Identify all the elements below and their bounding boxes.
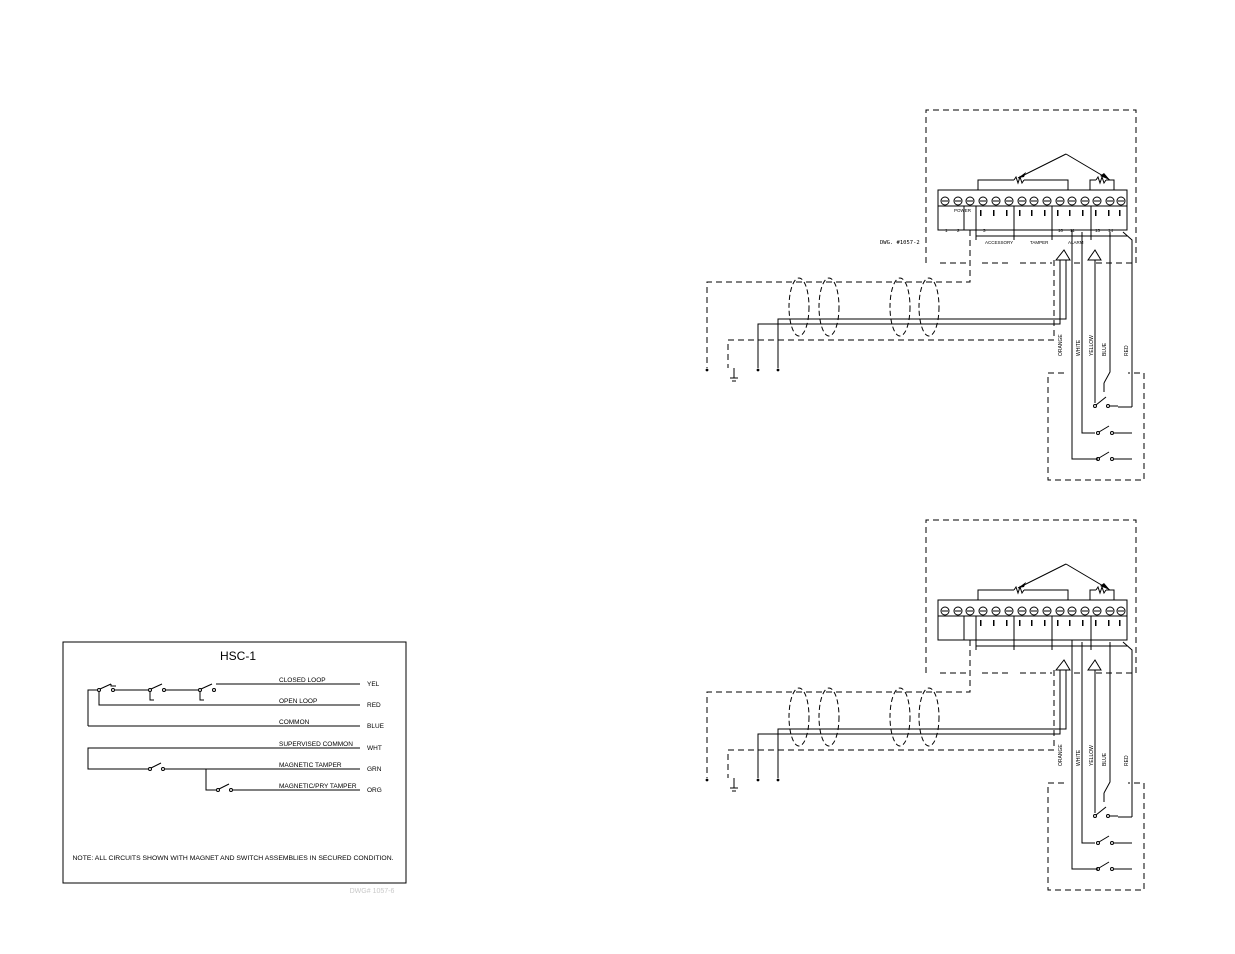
hsc1-legend-box — [63, 642, 406, 895]
wire-label-yellow: YELLOW — [1089, 745, 1095, 766]
wire-label-red: RED — [1124, 345, 1130, 356]
legend-note: NOTE: ALL CIRCUITS SHOWN WITH MAGNET AND SWITCH ASSEMBLIES IN SECURED CONDITION. — [72, 855, 394, 862]
circuit-label-magnetic-pry-tamper: MAGNETIC/PRY TAMPER — [279, 783, 357, 790]
terminal-number-13: 13 — [1095, 228, 1101, 233]
terminal-number-1: 1 — [945, 228, 948, 233]
terminal-number-11: 11 — [1070, 228, 1075, 233]
wiring-diagram-top — [706, 110, 1144, 480]
circuit-label-closed-loop: CLOSED LOOP — [279, 677, 326, 684]
drawing-number: DWG# 1057-6 — [349, 888, 395, 895]
circuit-color-open-loop: RED — [367, 702, 381, 709]
circuit-label-magnetic-tamper: MAGNETIC TAMPER — [279, 762, 342, 769]
wire-label-white: WHITE — [1076, 339, 1082, 356]
circuit-color-common: BLUE — [367, 723, 384, 730]
legend-frame — [63, 642, 406, 883]
wire-label-yellow: YELLOW — [1089, 335, 1095, 356]
circuit-color-magnetic-pry-tamper: ORG — [367, 787, 382, 794]
legend-title: HSC-1 — [219, 649, 257, 663]
circuit-label-supervised-common: SUPERVISED COMMON — [279, 741, 353, 748]
terminal-number-2: 2 — [957, 228, 960, 233]
wire-label-white: WHITE — [1076, 749, 1082, 766]
open-loop-circuit — [99, 692, 360, 705]
terminal-group-accessory: ACCESSORY — [985, 240, 1014, 245]
wire-label-blue: BLUE — [1102, 752, 1108, 766]
terminal-group-alarm: ALARM — [1068, 240, 1084, 245]
drawing-reference: DWG. #1057-2 — [880, 240, 920, 246]
terminal-number-10: 10 — [1058, 228, 1064, 233]
circuit-label-common: COMMON — [279, 719, 310, 726]
terminal-number-14: 14 — [1108, 228, 1114, 233]
wire-label-orange: ORANGE — [1058, 744, 1064, 766]
wiring-diagram-bottom — [706, 520, 1144, 890]
circuit-color-supervised-common: WHT — [367, 745, 382, 752]
circuit-label-open-loop: OPEN LOOP — [279, 698, 318, 705]
circuit-color-magnetic-tamper: GRN — [367, 766, 382, 773]
circuit-color-closed-loop: YEL — [367, 681, 380, 688]
terminal-group-power: POWER — [954, 208, 972, 213]
wire-label-blue: BLUE — [1102, 342, 1108, 356]
terminal-number-3: 3 — [983, 228, 986, 233]
wire-label-red: RED — [1124, 755, 1130, 766]
terminal-group-tamper: TAMPER — [1030, 240, 1049, 245]
wire-label-orange: ORANGE — [1058, 334, 1064, 356]
